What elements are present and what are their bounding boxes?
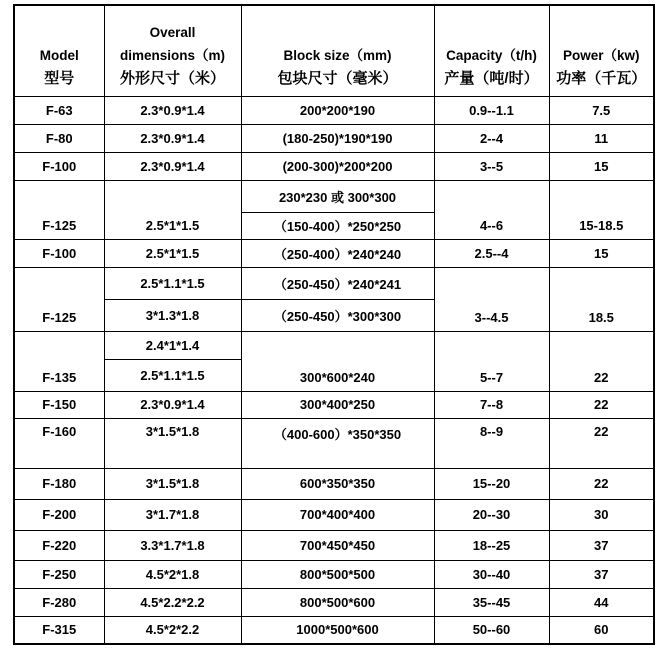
cell-dimensions: 3.3*1.7*1.8: [104, 530, 241, 560]
col-header-capacity: [434, 5, 549, 96]
header-row: [14, 5, 654, 96]
cell-dimensions: 4.5*2.2*2.2: [104, 588, 241, 616]
table-row: [14, 468, 654, 499]
cell-power: 44: [549, 588, 654, 616]
cell-block-size: 600*350*350: [241, 468, 434, 499]
cell-model: F-125: [14, 180, 104, 239]
cell-capacity: 4--6: [434, 180, 549, 239]
cell-power: 22: [549, 468, 654, 499]
cell-block-size: 300*600*240: [241, 331, 434, 391]
cell-block-size: 700*450*450: [241, 530, 434, 560]
cell-model: F-100: [14, 239, 104, 267]
cell-model: F-180: [14, 468, 104, 499]
cell-block-size: 700*400*400: [241, 499, 434, 530]
table-row: [14, 96, 654, 124]
cell-model: F-280: [14, 588, 104, 616]
table-row: [14, 152, 654, 180]
cell-block-size: （250-400）*240*240: [241, 239, 434, 267]
cell-dimensions: 3*1.7*1.8: [104, 499, 241, 530]
col-header-power: [549, 5, 654, 96]
cell-block-size: （250-450）*240*241: [241, 267, 434, 299]
cell-capacity: 7--8: [434, 391, 549, 418]
cell-power: 18.5: [549, 267, 654, 331]
cell-block-size: （250-450）*300*300: [241, 299, 434, 331]
cell-power: 37: [549, 560, 654, 588]
table-row: [14, 239, 654, 267]
table-row: [14, 267, 654, 299]
cell-dimensions: 2.3*0.9*1.4: [104, 96, 241, 124]
cell-power: 22: [549, 391, 654, 418]
cell-block-size: (200-300)*200*200: [241, 152, 434, 180]
cell-capacity: 18--25: [434, 530, 549, 560]
cell-capacity: 3--5: [434, 152, 549, 180]
cell-dimensions: 2.5*1.1*1.5: [104, 359, 241, 391]
cell-block-size: 230*230 或 300*300: [241, 180, 434, 212]
cell-capacity: 0.9--1.1: [434, 96, 549, 124]
table-row: [14, 560, 654, 588]
cell-power: 30: [549, 499, 654, 530]
cell-power: 37: [549, 530, 654, 560]
header-line-zh: 功率（千瓦）: [556, 69, 647, 87]
cell-model: F-100: [14, 152, 104, 180]
cell-power: 11: [549, 124, 654, 152]
cell-block-size: 800*500*500: [241, 560, 434, 588]
cell-model: F-125: [14, 267, 104, 331]
cell-power: 15: [549, 239, 654, 267]
cell-model: F-220: [14, 530, 104, 560]
cell-power: 7.5: [549, 96, 654, 124]
header-line-en: Overall: [149, 24, 196, 40]
col-header-block-size: [241, 5, 434, 96]
header-line-zh: 产量（吨/时）: [444, 69, 539, 87]
header-line-zh: 型号: [44, 69, 75, 87]
col-header-dimensions: [104, 5, 241, 96]
table-row: [14, 391, 654, 418]
cell-dimensions: 2.3*0.9*1.4: [104, 124, 241, 152]
cell-capacity: 20--30: [434, 499, 549, 530]
cell-model: F-200: [14, 499, 104, 530]
table-row: [14, 499, 654, 530]
cell-dimensions: 3*1.5*1.8: [104, 418, 241, 468]
cell-dimensions: 3*1.3*1.8: [104, 299, 241, 331]
cell-dimensions: 2.5*1*1.5: [104, 180, 241, 239]
cell-dimensions: 2.4*1*1.4: [104, 331, 241, 359]
cell-block-size: (180-250)*190*190: [241, 124, 434, 152]
cell-power: 15: [549, 152, 654, 180]
cell-capacity: 30--40: [434, 560, 549, 588]
table-row: [14, 588, 654, 616]
cell-block-size: 200*200*190: [241, 96, 434, 124]
cell-power: 60: [549, 616, 654, 644]
cell-dimensions: 4.5*2*2.2: [104, 616, 241, 644]
header-line-en: Block size（mm): [283, 47, 392, 63]
header-line-zh: 包块尺寸（毫米）: [277, 69, 398, 87]
table-row: [14, 530, 654, 560]
cell-capacity: 8--9: [434, 418, 549, 468]
header-line-zh: 外形尺寸（米）: [119, 69, 225, 87]
header-line-en: Capacity（t/h): [446, 47, 537, 63]
cell-power: 15-18.5: [549, 180, 654, 239]
table-row: [14, 331, 654, 359]
table-row: [14, 124, 654, 152]
table-row: [14, 418, 654, 468]
cell-power: 22: [549, 331, 654, 391]
cell-model: F-150: [14, 391, 104, 418]
cell-block-size: 800*500*600: [241, 588, 434, 616]
header-line-en: dimensions（m): [119, 47, 225, 63]
cell-model: F-315: [14, 616, 104, 644]
cell-model: F-80: [14, 124, 104, 152]
cell-block-size: （150-400）*250*250: [241, 212, 434, 239]
cell-model: F-160: [14, 418, 104, 468]
cell-dimensions: 2.5*1.1*1.5: [104, 267, 241, 299]
col-header-model: [14, 5, 104, 96]
cell-capacity: 2.5--4: [434, 239, 549, 267]
cell-dimensions: 3*1.5*1.8: [104, 468, 241, 499]
spec-table: [13, 4, 655, 645]
cell-capacity: 15--20: [434, 468, 549, 499]
table-row: [14, 180, 654, 212]
cell-capacity: 35--45: [434, 588, 549, 616]
cell-model: F-250: [14, 560, 104, 588]
cell-block-size: 1000*500*600: [241, 616, 434, 644]
cell-dimensions: 2.3*0.9*1.4: [104, 391, 241, 418]
cell-block-size: 300*400*250: [241, 391, 434, 418]
header-line-en: Power（kw): [562, 47, 640, 63]
cell-dimensions: 4.5*2*1.8: [104, 560, 241, 588]
cell-model: F-63: [14, 96, 104, 124]
cell-capacity: 5--7: [434, 331, 549, 391]
cell-dimensions: 2.5*1*1.5: [104, 239, 241, 267]
cell-power: 22: [549, 418, 654, 468]
cell-capacity: 3--4.5: [434, 267, 549, 331]
header-line-en: Model: [39, 47, 79, 63]
cell-capacity: 50--60: [434, 616, 549, 644]
cell-capacity: 2--4: [434, 124, 549, 152]
cell-block-size: （400-600）*350*350: [241, 418, 434, 468]
table-row: [14, 616, 654, 644]
cell-model: F-135: [14, 331, 104, 391]
cell-dimensions: 2.3*0.9*1.4: [104, 152, 241, 180]
